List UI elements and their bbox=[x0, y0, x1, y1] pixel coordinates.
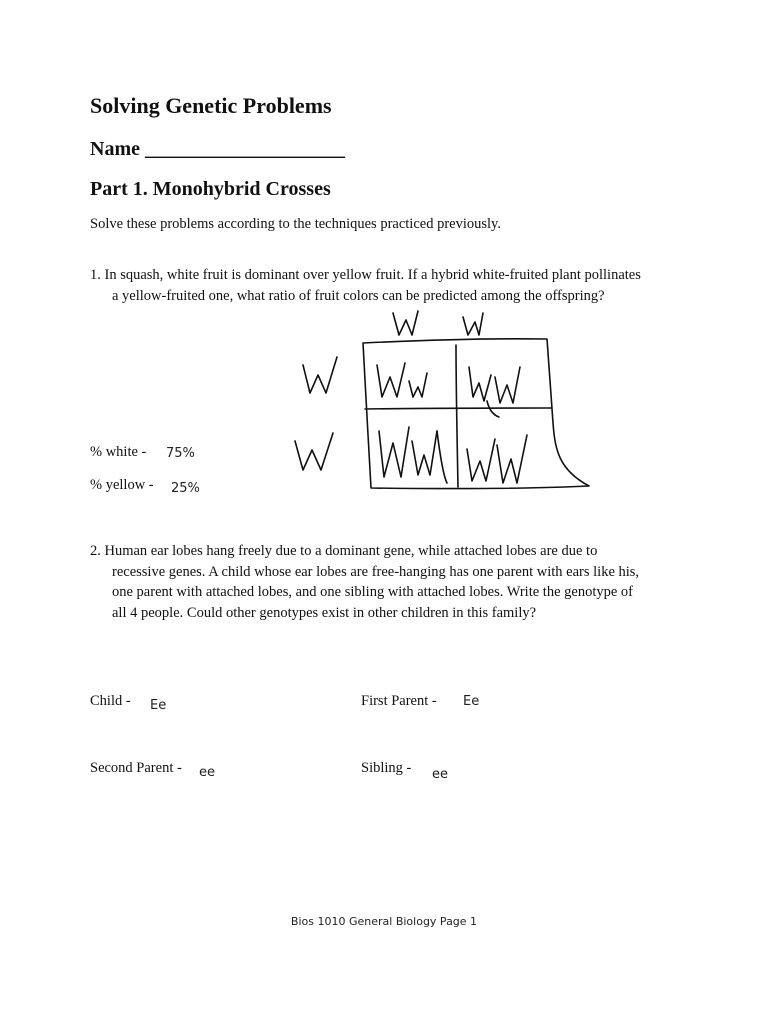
second-parent-label: Second Parent - bbox=[90, 760, 182, 776]
sibling-genotype-answer: ee bbox=[432, 767, 448, 782]
first-parent-genotype-answer: Ee bbox=[463, 694, 480, 709]
top-allele-2-handwriting bbox=[463, 313, 483, 335]
page-footer: Bios 1010 General Biology Page 1 bbox=[290, 915, 478, 928]
second-parent-genotype-answer: ee bbox=[199, 765, 215, 780]
percent-white-label: % white - bbox=[90, 444, 147, 460]
question-2 bbox=[90, 541, 650, 623]
child-genotype-answer: Ee bbox=[150, 698, 167, 713]
part-heading: Part 1. Monohybrid Crosses bbox=[90, 178, 331, 200]
instructions-text: Solve these problems according to the techniques practiced previously. bbox=[90, 216, 501, 232]
page-title: Solving Genetic Problems bbox=[90, 93, 332, 118]
question-2-text: 2. Human ear lobes hang freely due to a dominant gene, while attached lobes are due to recessive genes. A child whose ear lobes are free-hanging has one parent with ears like his, one parent with attached lobes, and one sibling with attached lobes. Write the genotype of all 4 people. Could other genotypes exist in other children in this family? bbox=[90, 543, 640, 621]
question-1 bbox=[90, 265, 650, 306]
name-field-line: Name ____________________ bbox=[90, 138, 345, 160]
top-allele-1-handwriting bbox=[393, 311, 418, 335]
question-1-text: 1. In squash, white fruit is dominant over yellow fruit. If a hybrid white-fruited plant pollinates a yellow-fruited one, what ratio of fruit colors can be predicted among the offspring? bbox=[90, 267, 641, 304]
percent-yellow-answer: 25% bbox=[171, 481, 200, 496]
first-parent-label: First Parent - bbox=[361, 693, 437, 709]
side-allele-2-handwriting bbox=[295, 433, 333, 470]
sibling-label: Sibling - bbox=[361, 760, 412, 776]
child-label: Child - bbox=[90, 693, 131, 709]
percent-white-answer: 75% bbox=[166, 446, 195, 461]
punnett-square-drawing bbox=[285, 305, 595, 500]
percent-yellow-label: % yellow - bbox=[90, 477, 154, 493]
side-allele-1-handwriting bbox=[303, 357, 337, 393]
